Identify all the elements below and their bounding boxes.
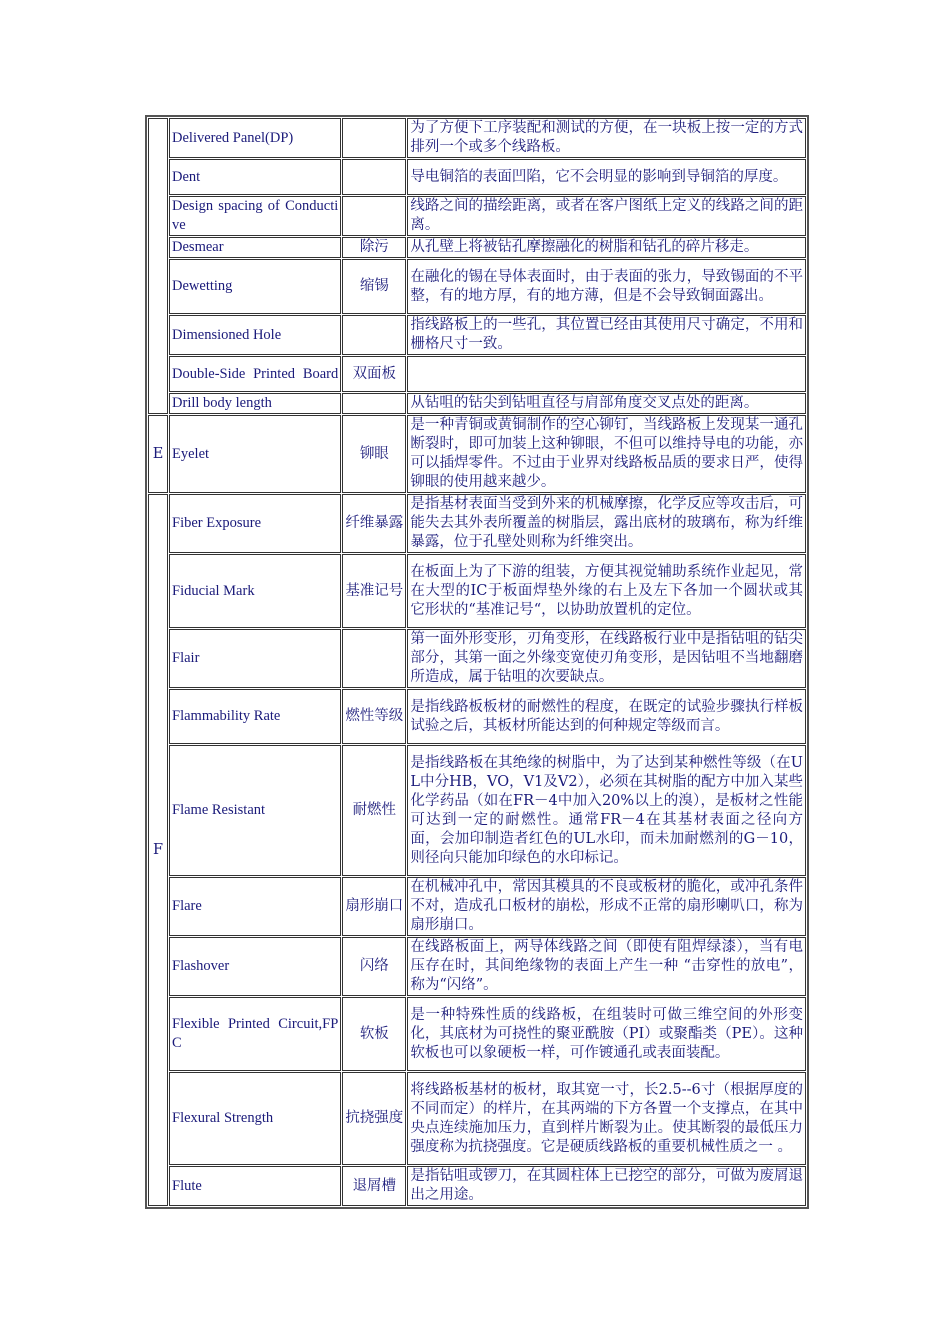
glossary-body <box>148 118 806 1206</box>
table-row <box>148 259 806 314</box>
term-english: Fiber Exposure <box>169 494 341 553</box>
term-definition: 为了方便下工序装配和测试的方便，在一块板上按一定的方式排列一个或多个线路板。 <box>407 118 806 158</box>
term-definition: 从钻咀的钻尖到钻咀直径与肩部角度交叉点处的距离。 <box>407 393 806 414</box>
term-chinese: 除污 <box>342 237 406 258</box>
term-definition: 线路之间的描绘距离，或者在客户图纸上定义的线路之间的距离。 <box>407 196 806 236</box>
term-chinese: 耐燃性 <box>342 745 406 876</box>
term-definition: 是一种青铜或黄铜制作的空心铆钉，当线路板上发现某一通孔断裂时，即可加装上这种铆眼，不但可以维持导电的功能，亦可以插焊零件。不过由于业界对线路板品质的要求日严，使得铆眼的使用越来越少。 <box>407 415 806 493</box>
term-chinese: 退屑槽 <box>342 1166 406 1206</box>
term-english: Dent <box>169 159 341 195</box>
term-definition <box>407 356 806 392</box>
table-row <box>148 877 806 936</box>
term-chinese <box>342 196 406 236</box>
term-definition: 是一种特殊性质的线路板，在组装时可做三维空间的外形变化，其底材为可挠性的聚亚酰胺（PI）或聚酯类（PE）。这种软板也可以象硬板一样，可作镀通孔或表面装配。 <box>407 997 806 1071</box>
term-definition: 是指线路板板材的耐燃性的程度，在既定的试验步骤执行样板试验之后，其板材所能达到的何种规定等级而言。 <box>407 689 806 744</box>
term-chinese <box>342 315 406 355</box>
term-english: Dimensioned Hole <box>169 315 341 355</box>
term-chinese: 扇形崩口 <box>342 877 406 936</box>
table-row <box>148 1166 806 1206</box>
term-definition: 第一面外形变形，刃角变形，在线路板行业中是指钻咀的钻尖部分，其第一面之外缘变宽使刃角变形，是因钻咀不当地翻磨所造成，属于钻咀的次要缺点。 <box>407 629 806 688</box>
term-english: Flare <box>169 877 341 936</box>
term-chinese: 纤维暴露 <box>342 494 406 553</box>
table-row <box>148 415 806 493</box>
term-chinese <box>342 118 406 158</box>
table-row <box>148 937 806 996</box>
term-english: Flammability Rate <box>169 689 341 744</box>
term-english: Fiducial Mark <box>169 554 341 628</box>
table-row <box>148 356 806 392</box>
term-chinese: 软板 <box>342 997 406 1071</box>
term-chinese: 基准记号 <box>342 554 406 628</box>
table-row <box>148 159 806 195</box>
term-english: Delivered Panel(DP) <box>169 118 341 158</box>
term-definition: 在线路板面上，两导体线路之间（即使有阻焊绿漆），当有电压存在时，其间绝缘物的表面上产生一种 “击穿性的放电”，称为“闪络”。 <box>407 937 806 996</box>
term-english: Drill body length <box>169 393 341 414</box>
term-definition: 是指基材表面当受到外来的机械摩擦，化学反应等攻击后，可能失去其外表所覆盖的树脂层，露出底材的玻璃布，称为纤维暴露，位于孔壁处则称为纤维突出。 <box>407 494 806 553</box>
table-row <box>148 554 806 628</box>
term-chinese <box>342 159 406 195</box>
term-english: Flashover <box>169 937 341 996</box>
term-english: Flute <box>169 1166 341 1206</box>
table-row <box>148 118 806 158</box>
section-letter: E <box>148 415 168 493</box>
term-definition: 指线路板上的一些孔，其位置已经由其使用尺寸确定，不用和栅格尺寸一致。 <box>407 315 806 355</box>
table-row <box>148 196 806 236</box>
term-definition: 导电铜箔的表面凹陷，它不会明显的影响到导铜箔的厚度。 <box>407 159 806 195</box>
term-definition: 将线路板基材的板材，取其宽一寸，长2.5--6寸（根据厚度的不同而定）的样片，在其两端的下方各置一个支撑点，在其中央点连续施加压力，直到样片断裂为止。使其断裂的最低压力强度称为抗挠强度。它是硬质线路板的重要机械性质之一 。 <box>407 1072 806 1165</box>
section-letter <box>148 118 168 414</box>
term-definition: 是指钻咀或锣刀，在其圆柱体上已挖空的部分，可做为废屑退出之用途。 <box>407 1166 806 1206</box>
table-row <box>148 745 806 876</box>
term-definition: 从孔壁上将被钻孔摩擦融化的树脂和钻孔的碎片移走。 <box>407 237 806 258</box>
table-row <box>148 494 806 553</box>
term-chinese: 燃性等级 <box>342 689 406 744</box>
term-english: Flexural Strength <box>169 1072 341 1165</box>
table-row <box>148 689 806 744</box>
term-chinese: 抗挠强度 <box>342 1072 406 1165</box>
term-chinese <box>342 393 406 414</box>
term-chinese: 闪络 <box>342 937 406 996</box>
term-english: Double-Side Printed Board <box>169 356 341 392</box>
term-chinese: 缩锡 <box>342 259 406 314</box>
term-english: Desmear <box>169 237 341 258</box>
term-english: Design spacing of Conductive <box>169 196 341 236</box>
term-definition: 在融化的锡在导体表面时，由于表面的张力，导致锡面的不平整，有的地方厚，有的地方薄，但是不会导致铜面露出。 <box>407 259 806 314</box>
term-english: Flexible Printed Circuit,FPC <box>169 997 341 1071</box>
table-row <box>148 393 806 414</box>
glossary-table <box>145 115 809 1209</box>
term-english: Flair <box>169 629 341 688</box>
table-row <box>148 237 806 258</box>
term-definition: 是指线路板在其绝缘的树脂中，为了达到某种燃性等级（在UL中分HB，VO，V1及V2），必须在其树脂的配方中加入某些化学药品（如在FR－4中加入20%以上的溴），是板材之性能可达到一定的耐燃性。通常FR－4在其基材表面之径向方面，会加印制造者红色的UL水印，而未加耐燃剂的G－10，则径向只能加印绿色的水印标记。 <box>407 745 806 876</box>
term-english: Flame Resistant <box>169 745 341 876</box>
term-chinese: 铆眼 <box>342 415 406 493</box>
term-definition: 在板面上为了下游的组装，方便其视觉辅助系统作业起见，常在大型的IC于板面焊垫外缘的右上及左下各加一个圆状或其它形状的“基准记号“，以协助放置机的定位。 <box>407 554 806 628</box>
table-row <box>148 629 806 688</box>
term-definition: 在机械冲孔中，常因其模具的不良或板材的脆化，或冲孔条件不对，造成孔口板材的崩松，形成不正常的扇形喇叭口，称为扇形崩口。 <box>407 877 806 936</box>
table-row <box>148 997 806 1071</box>
term-english: Eyelet <box>169 415 341 493</box>
section-letter: F <box>148 494 168 1206</box>
table-row <box>148 315 806 355</box>
table-row <box>148 1072 806 1165</box>
term-chinese: 双面板 <box>342 356 406 392</box>
term-english: Dewetting <box>169 259 341 314</box>
term-chinese <box>342 629 406 688</box>
